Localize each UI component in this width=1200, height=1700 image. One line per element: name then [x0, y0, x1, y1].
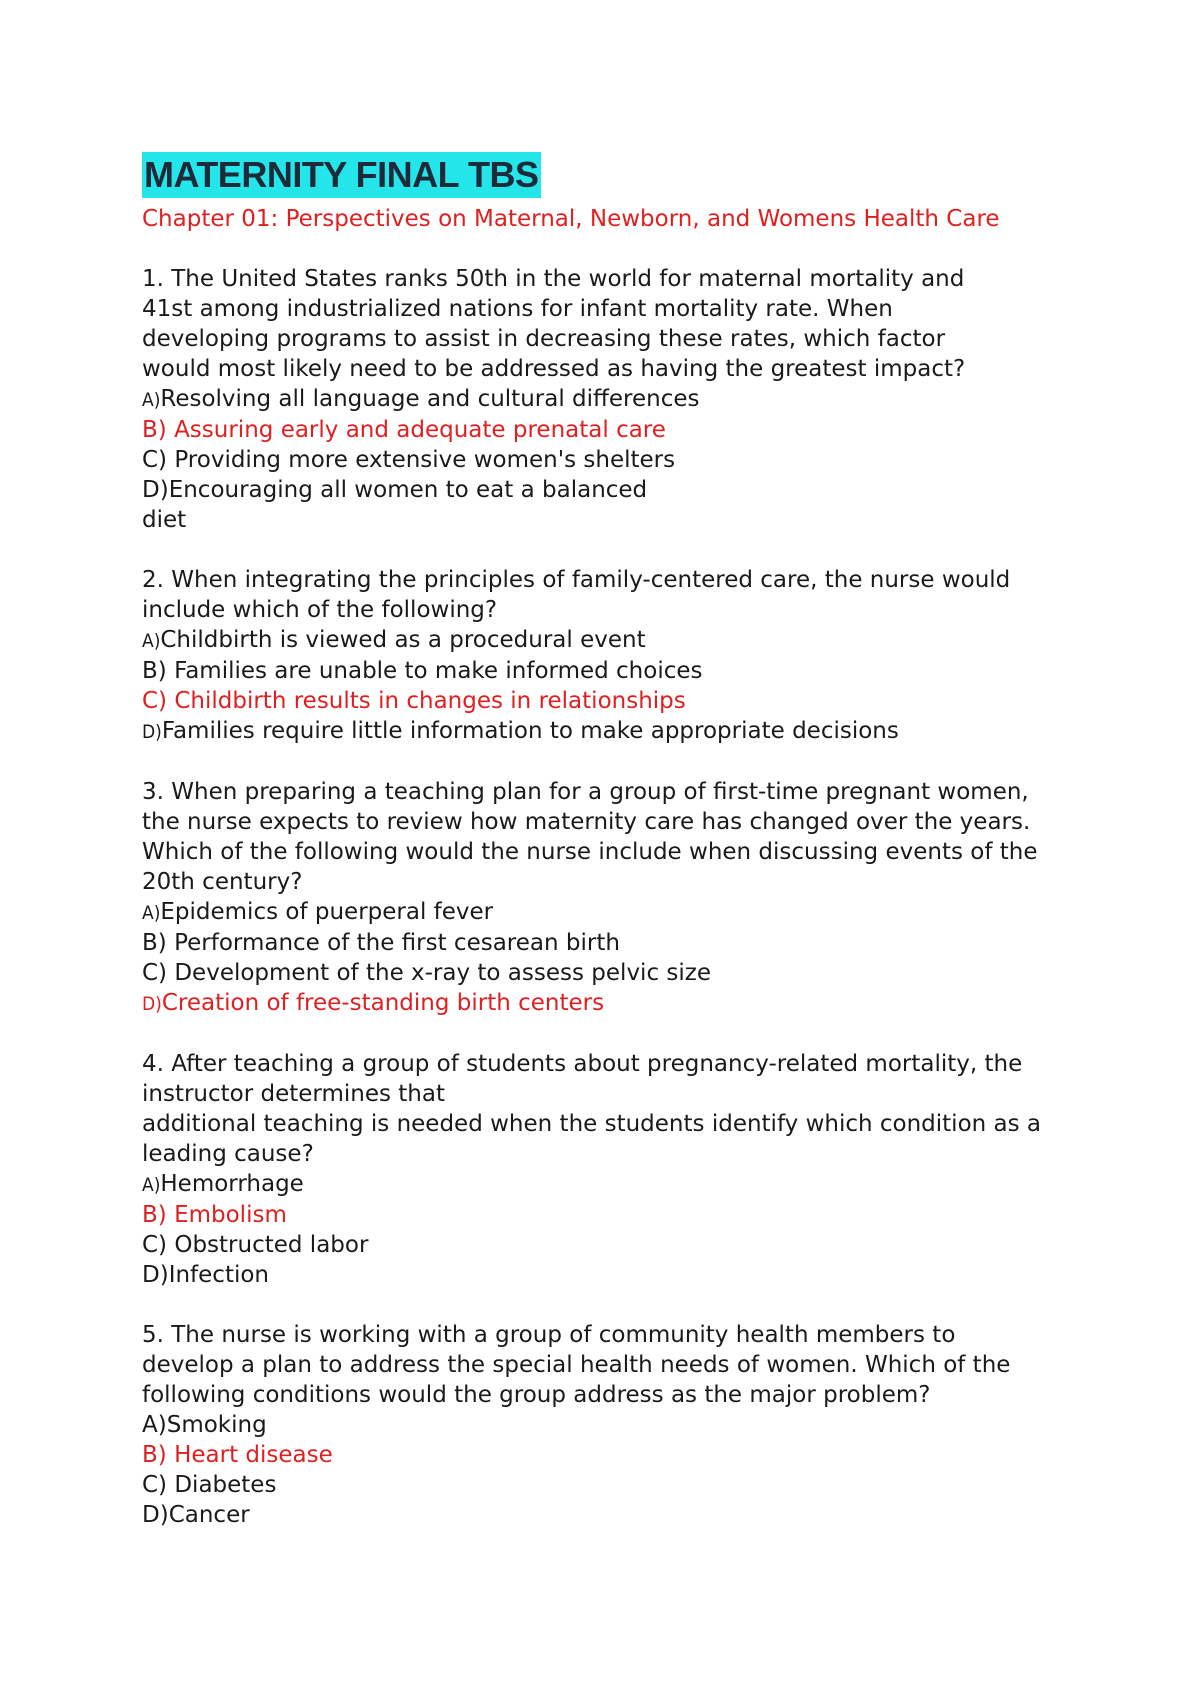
option-d [142, 716, 1072, 747]
answer-options [142, 897, 1072, 1019]
document-title: MATERNITY FINAL TBS [142, 152, 541, 198]
option-letter: C) [142, 688, 175, 714]
question-2 [142, 565, 1072, 747]
option-text: Heart disease [174, 1442, 333, 1468]
option-b-correct [142, 1200, 1072, 1230]
question-stem: 3. When preparing a teaching plan for a group of first-time pregnant women, the nurse expects to review how maternity care has changed over the years. Which of the following would the nurse include when discussing events of the 20th century? [142, 779, 1038, 895]
option-c [142, 445, 1072, 475]
option-a [142, 384, 1072, 415]
option-letter: C) [142, 1472, 175, 1498]
option-letter: A) [142, 1412, 167, 1438]
option-text: Providing more extensive women's shelters [174, 447, 676, 473]
option-a [142, 625, 1072, 656]
question-stem-line-2: additional teaching is needed when the students identify which condition as a leading cause? [142, 1111, 1042, 1167]
option-letter: D) [142, 1262, 169, 1288]
option-letter: B) [142, 658, 175, 684]
question-stem: 2. When integrating the principles of family-centered care, the nurse would include which of the following? [142, 567, 1011, 623]
option-b [142, 656, 1072, 686]
option-text: Childbirth results in changes in relationships [174, 688, 686, 714]
option-a [142, 1169, 1072, 1200]
option-letter: D) [142, 721, 162, 743]
option-b-correct [142, 415, 1072, 445]
question-stem [142, 1049, 1052, 1169]
option-text: Cancer [168, 1502, 250, 1528]
option-text: Hemorrhage [160, 1171, 304, 1197]
option-letter: C) [142, 1232, 175, 1258]
option-letter: A) [142, 902, 161, 924]
option-letter: C) [142, 960, 175, 986]
option-text: Performance of the first cesarean birth [174, 930, 620, 956]
answer-options [142, 1169, 1072, 1290]
option-letter: B) [142, 417, 175, 443]
option-text: Epidemics of puerperal fever [160, 899, 494, 925]
option-a [142, 897, 1072, 928]
option-letter: D) [142, 477, 169, 503]
option-d [142, 1260, 1072, 1290]
option-a [142, 1410, 1072, 1440]
chapter-heading: Chapter 01: Perspectives on Maternal, Newborn, and Womens Health Care [142, 206, 1000, 232]
option-letter: B) [142, 1442, 175, 1468]
option-letter: B) [142, 1202, 175, 1228]
question-4 [142, 1049, 1072, 1290]
option-d-correct [142, 988, 1072, 1019]
option-text: Obstructed labor [174, 1232, 369, 1258]
option-letter: A) [142, 389, 161, 411]
question-5 [142, 1320, 1072, 1530]
option-text: Infection [168, 1262, 269, 1288]
option-b-correct [142, 1440, 1072, 1470]
option-text: Smoking [166, 1412, 267, 1438]
question-stem: 1. The United States ranks 50th in the world for maternal mortality and 41st among industrialized nations for infant mortality rate. When developing programs to assist in decreasing these rates, which factor would most likely need to be addressed as having the greatest impact? [142, 266, 966, 382]
option-text: Development of the x-ray to assess pelvic size [174, 960, 711, 986]
option-b [142, 928, 1072, 958]
question-3 [142, 777, 1072, 1019]
option-text: Assuring early and adequate prenatal care [174, 417, 666, 443]
option-letter: C) [142, 447, 175, 473]
document-page [142, 152, 1072, 1530]
answer-options [142, 1410, 1072, 1530]
option-text: Resolving all language and cultural differences [160, 386, 700, 412]
option-text: Embolism [174, 1202, 287, 1228]
option-letter: D) [142, 993, 162, 1015]
option-text: Families are unable to make informed choices [174, 658, 703, 684]
option-d [142, 475, 662, 535]
option-letter: D) [142, 1502, 169, 1528]
option-d [142, 1500, 1072, 1530]
option-letter: B) [142, 930, 175, 956]
question-stem-line-1: 4. After teaching a group of students about pregnancy-related mortality, the instructor determines that [142, 1051, 1023, 1107]
answer-options [142, 384, 1072, 535]
option-c [142, 1230, 1072, 1260]
answer-options [142, 625, 1072, 747]
option-c-correct [142, 686, 1072, 716]
question-stem: 5. The nurse is working with a group of community health members to develop a plan to address the special health needs of women. Which of the following conditions would the group address as the major problem? [142, 1322, 1011, 1408]
option-text: Encouraging all women to eat a balanced diet [142, 477, 648, 533]
option-text: Childbirth is viewed as a procedural event [160, 627, 646, 653]
option-text: Creation of free-standing birth centers [161, 990, 605, 1016]
question-1 [142, 264, 1072, 535]
option-c [142, 958, 1072, 988]
option-letter: A) [142, 1174, 161, 1196]
option-letter: A) [142, 630, 161, 652]
option-text: Diabetes [174, 1472, 277, 1498]
option-text: Families require little information to make appropriate decisions [161, 718, 899, 744]
option-c [142, 1470, 1072, 1500]
